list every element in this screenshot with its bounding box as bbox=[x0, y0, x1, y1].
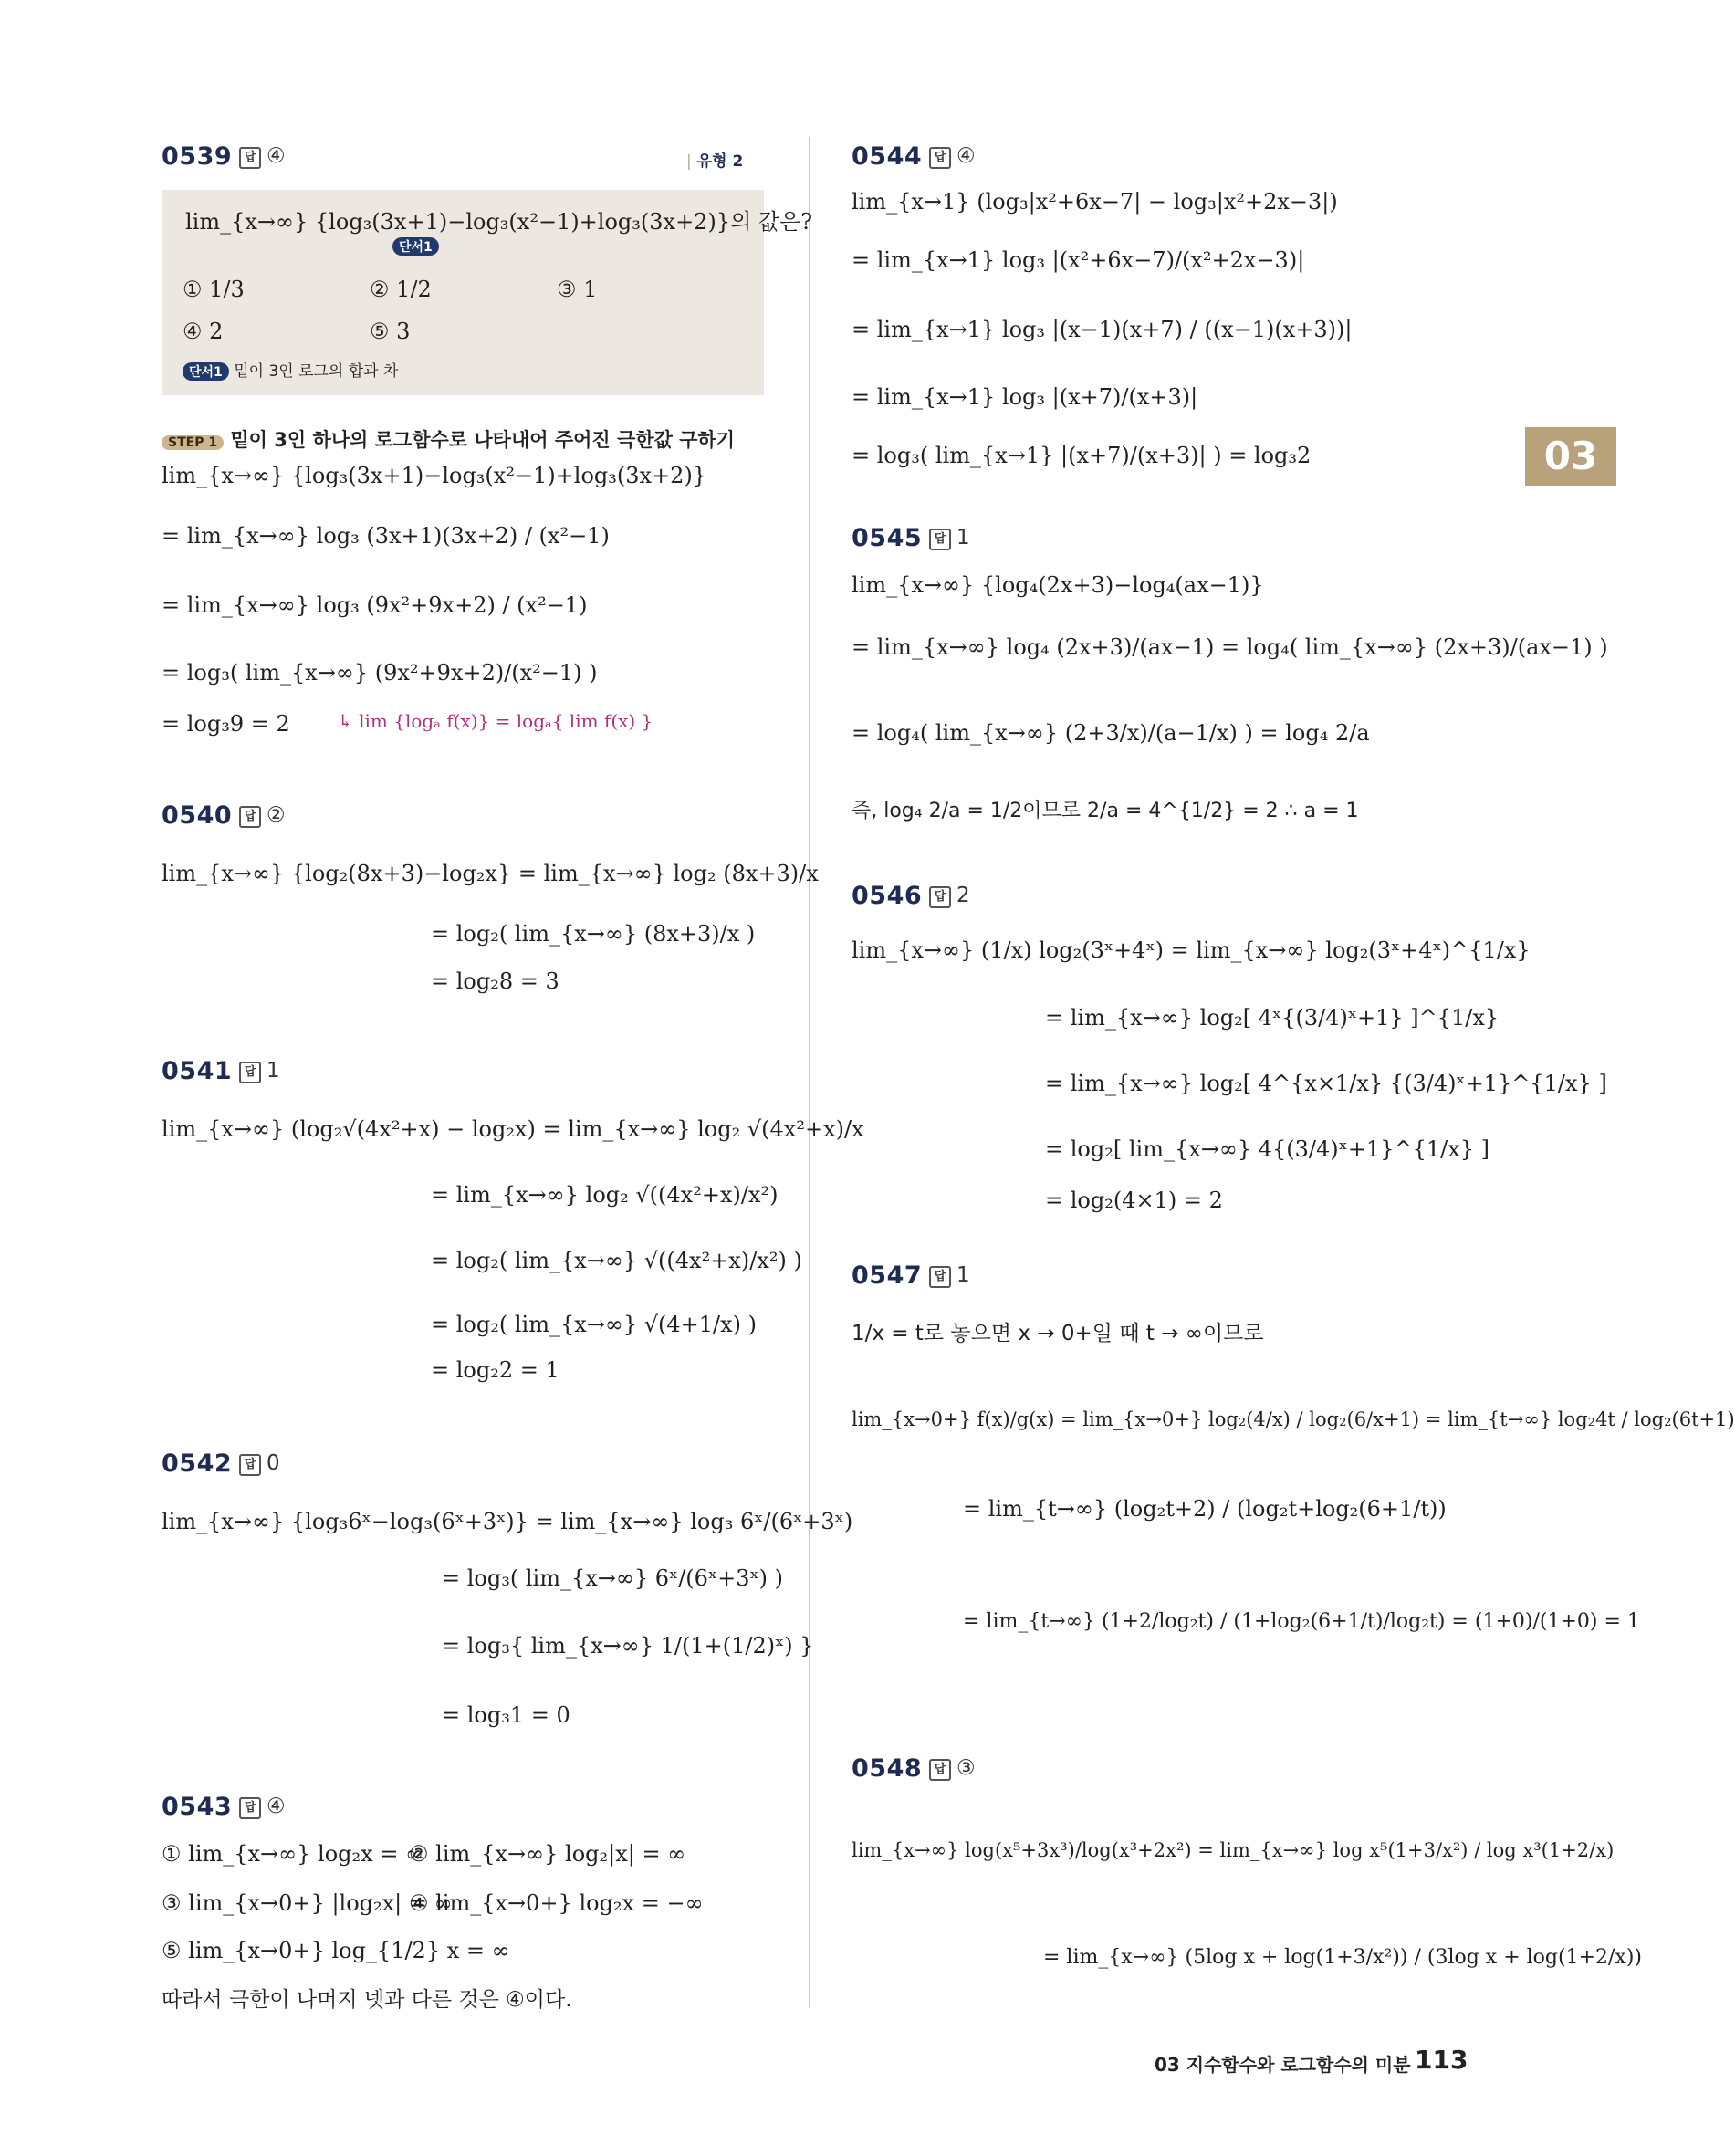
choice-5: ⑤ 3 bbox=[370, 319, 411, 344]
solution-line: = log₂( lim_{x→∞} √((4x²+x)/x²) ) bbox=[431, 1248, 802, 1273]
solution-line: lim_{x→∞} {log₃(3x+1)−log₃(x²−1)+log₃(3x+2)} bbox=[162, 463, 707, 488]
solution-line: lim_{x→∞} {log₂(8x+3)−log₂x} = lim_{x→∞} log₂ (8x+3)/x bbox=[162, 861, 819, 886]
solution-line: lim_{x→∞} log(x⁵+3x³)/log(x³+2x²) = lim_{x→∞} log x⁵(1+3/x²) / log x³(1+2/x) bbox=[852, 1839, 1615, 1861]
problem-number-0541: 0541 bbox=[162, 1057, 233, 1085]
hint-0539: 단서1 밑이 3인 로그의 합과 차 bbox=[183, 358, 398, 381]
solution-line: = log₂2 = 1 bbox=[431, 1357, 559, 1383]
solution-line: lim_{x→0+} f(x)/g(x) = lim_{x→0+} log₂(4/x) / log₂(6/x+1) = lim_{t→∞} log₂4t / log₂(6t+1) bbox=[852, 1408, 1735, 1430]
solution-line: = lim_{t→∞} (1+2/log₂t) / (1+log₂(6+1/t)/log₂t) = (1+0)/(1+0) = 1 bbox=[963, 1610, 1640, 1633]
solution-line: = lim_{x→1} log₃ |(x+7)/(x+3)| bbox=[852, 384, 1198, 410]
solution-line: = log₃( lim_{x→∞} (9x²+9x+2)/(x²−1) ) bbox=[162, 660, 598, 686]
item-0543-3: ③ lim_{x→0+} |log₂x| = ∞ bbox=[162, 1890, 453, 1916]
item-0543-4: ④ lim_{x→0+} log₂x = −∞ bbox=[409, 1890, 704, 1916]
answer-0546: 답 2 bbox=[929, 884, 970, 908]
problem-number-0540: 0540 bbox=[162, 801, 233, 830]
answer-0543: 답 ④ bbox=[239, 1795, 286, 1819]
solution-line: = log₃( lim_{x→1} |(x+7)/(x+3)| ) = log₃2 bbox=[852, 443, 1312, 468]
solution-line: = log₂(4×1) = 2 bbox=[1045, 1188, 1223, 1213]
type-tag: | 유형 2 bbox=[686, 152, 744, 171]
answer-badge-icon: 답 bbox=[239, 147, 261, 169]
answer-0545: 답 1 bbox=[929, 526, 970, 550]
problem-number-0539: 0539 bbox=[162, 142, 233, 171]
footer-chapter-title: 03 지수함수와 로그함수의 미분 bbox=[1155, 2054, 1411, 2076]
choice-2: ② 1/2 bbox=[370, 277, 432, 302]
answer-badge-icon: 답 bbox=[239, 1797, 261, 1819]
problem-number-0546: 0546 bbox=[852, 882, 923, 910]
step-0539: STEP 1 밑이 3인 하나의 로그함수로 나타내어 주어진 극한값 구하기 bbox=[162, 425, 735, 453]
hint-label-0539: 단서1 bbox=[392, 237, 439, 256]
problem-number-0543: 0543 bbox=[162, 1793, 233, 1821]
solution-line: = lim_{x→∞} log₃ (3x+1)(3x+2) / (x²−1) bbox=[162, 523, 610, 549]
solution-line: lim_{x→∞} (1/x) log₂(3ˣ+4ˣ) = lim_{x→∞} log₂(3ˣ+4ˣ)^{1/x} bbox=[852, 937, 1531, 963]
answer-badge-icon: 답 bbox=[929, 886, 951, 908]
answer-badge-icon: 답 bbox=[929, 147, 951, 169]
solution-line: = log₂[ lim_{x→∞} 4{(3/4)ˣ+1}^{1/x} ] bbox=[1045, 1136, 1489, 1162]
answer-badge-icon: 답 bbox=[239, 1454, 261, 1476]
answer-badge-icon: 답 bbox=[239, 806, 261, 828]
solution-line: = lim_{x→∞} log₂[ 4^{x×1/x} {(3/4)ˣ+1}^{1/x} ] bbox=[1045, 1071, 1607, 1096]
item-0543-5: ⑤ lim_{x→0+} log_{1/2} x = ∞ bbox=[162, 1938, 510, 1963]
page-number: 113 bbox=[1415, 2045, 1468, 2075]
note-0539: ↳ lim {logₐ f(x)} = logₐ{ lim f(x) } bbox=[338, 710, 653, 732]
answer-0540: 답 ② bbox=[239, 803, 286, 828]
conclusion-0543: 따라서 극한이 나머지 넷과 다른 것은 ④이다. bbox=[162, 1988, 572, 2012]
solution-line: lim_{x→∞} {log₄(2x+3)−log₄(ax−1)} bbox=[852, 572, 1264, 598]
choice-3: ③ 1 bbox=[557, 277, 598, 302]
solution-line: lim_{x→∞} (log₂√(4x²+x) − log₂x) = lim_{x→∞} log₂ √(4x²+x)/x bbox=[162, 1116, 864, 1142]
answer-0548: 답 ③ bbox=[929, 1756, 976, 1781]
solution-line: = log₂( lim_{x→∞} √(4+1/x) ) bbox=[431, 1312, 758, 1337]
intro-0547: 1/x = t로 놓으면 x → 0+일 때 t → ∞이므로 bbox=[852, 1322, 1264, 1345]
solution-line: = lim_{x→∞} (5log x + log(1+3/x²)) / (3log x + log(1+2/x)) bbox=[1043, 1946, 1642, 1969]
answer-badge-icon: 답 bbox=[929, 1266, 951, 1288]
answer-0544: 답 ④ bbox=[929, 144, 976, 169]
solution-line: = log₃9 = 2 bbox=[162, 711, 290, 737]
item-0543-2: ② lim_{x→∞} log₂|x| = ∞ bbox=[409, 1841, 686, 1867]
problem-number-0545: 0545 bbox=[852, 524, 923, 552]
solution-line: = log₃1 = 0 bbox=[442, 1702, 570, 1728]
answer-badge-icon: 답 bbox=[929, 1759, 951, 1781]
choice-1: ① 1/3 bbox=[183, 277, 245, 302]
solution-line: = log₄( lim_{x→∞} (2+3/x)/(a−1/x) ) = log₄ 2/a bbox=[852, 720, 1370, 746]
choice-4: ④ 2 bbox=[183, 319, 224, 344]
problem-number-0542: 0542 bbox=[162, 1450, 233, 1478]
problem-number-0547: 0547 bbox=[852, 1261, 923, 1290]
solution-line: = lim_{x→∞} log₄ (2x+3)/(ax−1) = log₄( lim_{x→∞} (2x+3)/(ax−1) ) bbox=[852, 634, 1608, 660]
solution-line: = lim_{x→∞} log₂ √((4x²+x)/x²) bbox=[431, 1182, 779, 1208]
item-0543-1: ① lim_{x→∞} log₂x = ∞ bbox=[162, 1841, 424, 1867]
solution-line: = log₃( lim_{x→∞} 6ˣ/(6ˣ+3ˣ) ) bbox=[442, 1565, 783, 1591]
answer-0539: 답 ④ bbox=[239, 144, 286, 169]
solution-line: = log₂( lim_{x→∞} (8x+3)/x ) bbox=[431, 921, 756, 947]
solution-line: lim_{x→1} (log₃|x²+6x−7| − log₃|x²+2x−3|) bbox=[852, 189, 1338, 215]
answer-badge-icon: 답 bbox=[239, 1062, 261, 1083]
answer-0541: 답 1 bbox=[239, 1059, 280, 1083]
solution-line: = lim_{x→∞} log₃ (9x²+9x+2) / (x²−1) bbox=[162, 592, 588, 618]
solution-line: = log₂8 = 3 bbox=[431, 968, 559, 994]
answer-0542: 답 0 bbox=[239, 1451, 280, 1476]
problem-number-0548: 0548 bbox=[852, 1754, 923, 1783]
column-divider bbox=[809, 137, 810, 2008]
chapter-tab: 03 bbox=[1525, 427, 1616, 486]
question-0539: lim_{x→∞} {log₃(3x+1)−log₃(x²−1)+log₃(3x+2)}의 값은? bbox=[185, 209, 813, 235]
solution-line: lim_{x→∞} {log₃6ˣ−log₃(6ˣ+3ˣ)} = lim_{x→∞} log₃ 6ˣ/(6ˣ+3ˣ) bbox=[162, 1509, 853, 1534]
solution-line: = lim_{x→1} log₃ |(x−1)(x+7) / ((x−1)(x+3))| bbox=[852, 317, 1353, 342]
answer-badge-icon: 답 bbox=[929, 529, 951, 550]
solution-line: = lim_{t→∞} (log₂t+2) / (log₂t+log₂(6+1/t)) bbox=[963, 1496, 1447, 1522]
answer-0547: 답 1 bbox=[929, 1263, 970, 1288]
solution-line: = log₃{ lim_{x→∞} 1/(1+(1/2)ˣ) } bbox=[442, 1633, 814, 1659]
problem-number-0544: 0544 bbox=[852, 142, 923, 171]
solution-line: = lim_{x→1} log₃ |(x²+6x−7)/(x²+2x−3)| bbox=[852, 247, 1305, 273]
solution-line: = lim_{x→∞} log₂[ 4ˣ{(3/4)ˣ+1} ]^{1/x} bbox=[1045, 1005, 1500, 1031]
solution-line: 즉, log₄ 2/a = 1/2이므로 2/a = 4^{1/2} = 2 ∴ a = 1 bbox=[852, 800, 1359, 822]
